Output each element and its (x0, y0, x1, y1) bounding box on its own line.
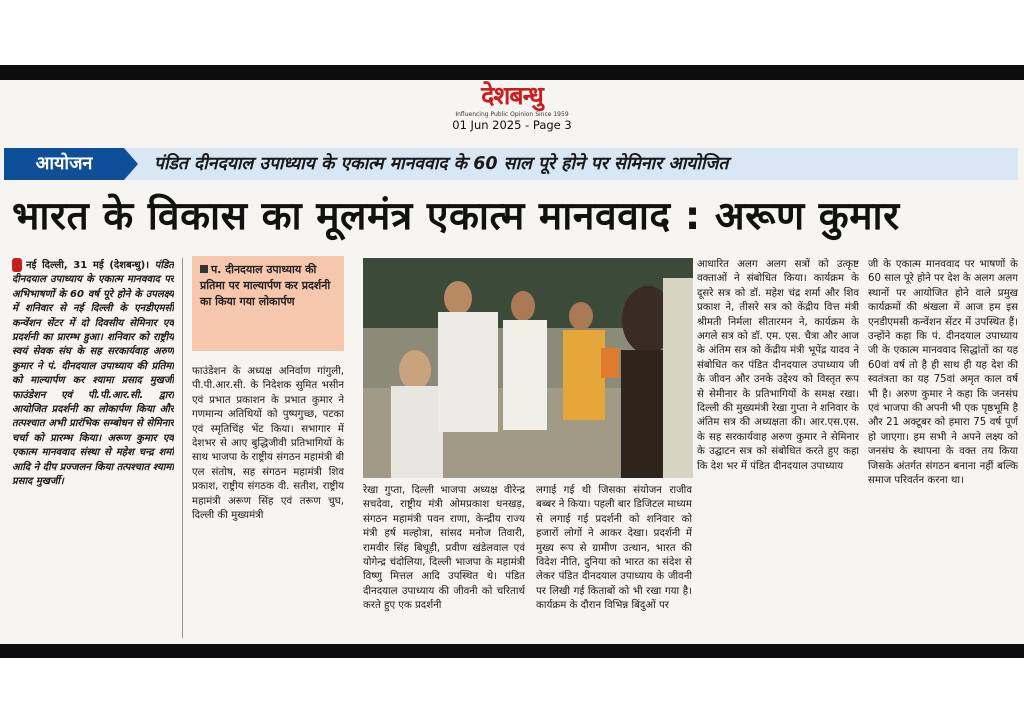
article-dateline: नई दिल्ली, 31 मई (देशबन्धु)। (26, 260, 150, 271)
article-column-3 (363, 484, 525, 640)
section-tag: आयोजन (4, 148, 124, 180)
masthead (0, 80, 1024, 144)
article-column-4 (536, 484, 692, 640)
article-column-5 (697, 258, 859, 640)
article-column-1 (12, 258, 174, 640)
column-divider (182, 258, 183, 638)
column-1-text: पंडित दीनदयाल उपाध्याय के एकात्म मानववाद पर अभिभाषणों के 60 वर्ष पूरे होने के उपलक्ष्य में शनिवार से नई दिल्ली के एनडीएमसी कन्वेंशन सेंटर में दो दिवसीय सेमिनार एवं प्रदर्शनी का प्रारम्भ हुआ। शनिवार को राष्ट्रीय स्वयं सेवक संघ के सह सरकार्यवाह अरुण कुमार ने पं. दीनदयाल उपाध्याय की प्रतिमा को माल्यार्पण कर श्यामा प्रसाद मुखर्जी फाउंडेशन एवं पी.पी.आर.सी. द्वारा आयोजित प्रदर्शनी का लोकार्पण किया और तत्पश्चात अभी प्रारंभिक सम्बोधन से सेमिनार चर्चा को प्रारम्भ किया। अरूण कुमार एवं एकात्म मानववाद संस्था से महेश चन्द्र शर्मा आदि ने दीप प्रज्जलन किया तत्पश्चात श्यामा प्रसाद मुखर्जी। (12, 260, 174, 488)
article-photo (363, 258, 693, 478)
article-column-2 (192, 365, 344, 640)
newspaper-page (0, 80, 1024, 644)
column-2-text: फाउंडेशन के अध्यक्ष अनिर्वाण गांगुली, पी.पी.आर.सी. के निदेशक सुमित भसीन एवं प्रभात प्रकाशन के प्रभात कुमार ने गणमान्य अतिथियों को पुष्पगुच्छ, पटका एवं स्मृतिचिंह भेंट किया। सभागार में देशभर से आए बुद्धिजीवी प्रतिभागियों के साथ भाजपा के राष्ट्रीय संगठन महामंत्री बी एल संतोष, सह संगठन महामंत्री शिव प्रकाश, राष्ट्रीय संगठक वी. सतीश, राष्ट्रीय महामंत्री अरूण सिंह एवं तरूण चुघ, दिल्ली की मुख्यमंत्री (192, 366, 344, 522)
topic-title: पंडित दीनदयाल उपाध्याय के एकात्म मानववाद के 60 साल पूरे होने पर सेमिनार आयोजित (154, 154, 729, 174)
article-column-6 (868, 258, 1018, 640)
article-headline: भारत के विकास का मूलमंत्र एकात्म मानववाद : अरूण कुमार (12, 194, 900, 239)
photo-caption-box (192, 256, 344, 351)
red-bullet-icon (12, 258, 22, 272)
column-5-text: आधारित अलग अलग सत्रों को उत्कृष्ट वक्ताओं ने संबोधित किया। कार्यक्रम के दूसरे सत्र को डॉ. महेश चंद्र शर्मा और शिव प्रकाश ने, तीसरे सत्र को केंद्रीय वित्त मंत्री श्रीमती निर्मला सीतारमन ने, कार्यक्रम के अगले सत्र को डॉ. एम. एस. चैत्रा और आज के अंतिम सत्र को केंद्रीय मंत्री भूपेंद्र यादव ने संबोधित कर पंडित दीनदयाल उपाध्याय जी के जीवन और उनके उद्देश्य को विस्तृत रूप से सेमीनार के प्रतिभागियों के समक्ष रखा। दिल्ली की मुख्यमंत्री रेखा गुप्ता ने शनिवार के अंतिम सत्र की अध्यक्षता की। आर.एस.एस. के सह सरकार्यवाह अरुण कुमार ने सेमिनार के उद्घाटन सत्र को संबोधित करते हुए कहा कि देश भर में पंडित दीनदयाल उपाध्याय (697, 259, 859, 472)
caption-text: प. दीनदयाल उपाध्याय की प्रतिमा पर माल्यार्पण कर प्रदर्शनी का किया गया लोकार्पण (200, 263, 331, 308)
ceremony-photo-illustration (363, 258, 693, 478)
top-black-bar (0, 65, 1024, 80)
date-page-label: 01 Jun 2025 - Page 3 (452, 118, 572, 132)
column-4-text: लगाई गई थी जिसका संयोजन राजीव बब्बर ने किया। पहली बार डिजिटल माध्यम से लगाई गई प्रदर्शनी को शनिवार को हजारों लोगों ने आकर देखा। प्रदर्शनी में मुख्य रूप से ग्रामीण उत्थान, भारत की विदेश नीति, दुनिया को भारत का संदेश से लेकर पंडित दीनदयाल उपाध्याय के जीवनी पर लिखी गई किताबों को भी रखा गया है। कार्यक्रम के दौरान विभिन्न बिंदुओं पर (536, 485, 692, 612)
newspaper-logo: देशबन्धु (481, 81, 543, 110)
masthead-tagline: Influencing Public Opinion Since 1959 (455, 111, 569, 118)
column-3-text: रेखा गुप्ता, दिल्ली भाजपा अध्यक्ष वीरेन्द्र सचदेवा, राष्ट्रीय मंत्री ओमप्रकाश धनखड़, संगठन महामंत्री पवन राणा, केन्द्रीय राज्य मंत्री हर्ष मल्होत्रा, सांसद मनोज तिवारी, रामवीर सिंह बिधूड़ी, प्रवीण खंडेलवाल एवं योगेन्द्र चंदोलिया, दिल्ली भाजपा के महामंत्री विष्णु मित्तल आदि उपस्थित थे। पंडित दीनदयाल उपाध्याय की जीवनी को चरितार्थ करते हुए एक प्रदर्शनी (363, 485, 525, 612)
bottom-black-bar (0, 644, 1024, 658)
column-6-text: जी के एकात्म मानववाद पर भाषणों के 60 साल पूरे होने पर देश के अलग अलग स्थानों पर आयोजित होने वाले प्रमुख कार्यक्रमों की श्रंखला में आज हम इस एनडीएमसी कन्वेंशन सेंटर में उपस्थित हैं। उन्होंने कहा कि पं. दीनदयाल उपाध्याय जी के एकात्म मानववाद सिद्धांतों का यह 60वां वर्ष तो है ही साथ ही यह देश की स्वतंत्रता का यह 75वां अमृत काल वर्ष भी है। अरुण कुमार ने कहा कि जनसंघ एवं भाजपा की अपनी भी एक पृष्ठभूमि है और 21 अक्टूबर को हमारा 75 वर्ष पूर्ण हो जाएगा। हम सभी ने अपने लक्ष्य को जनसंघ के स्थापना के वक्त तय किया जिसके अंतर्गत संगठन बनाना नहीं बल्कि समाज परिवर्तन करना था। (868, 259, 1018, 487)
topic-band (4, 148, 1018, 180)
square-bullet-icon (200, 265, 208, 273)
